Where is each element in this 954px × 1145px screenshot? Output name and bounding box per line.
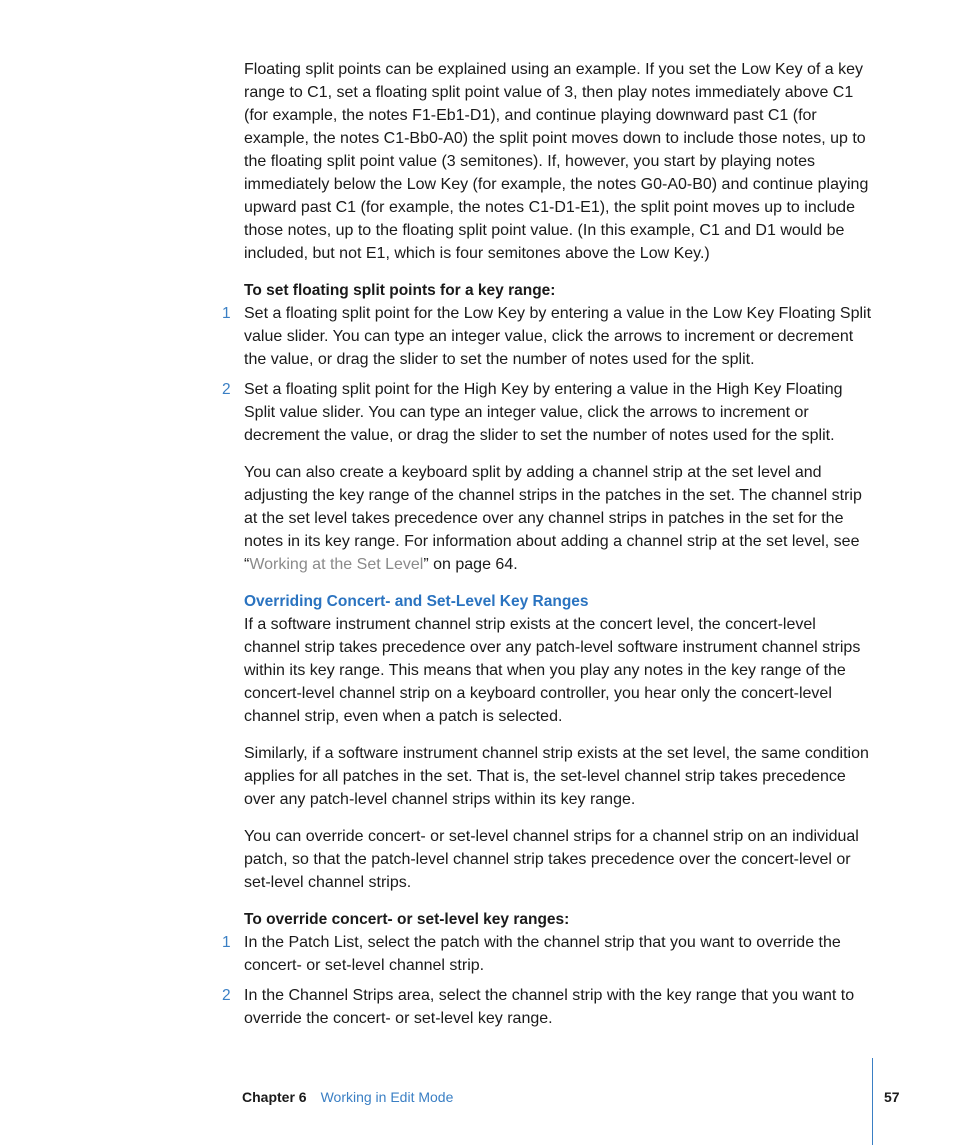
page-content (222, 58, 874, 1044)
step-number: 2 (222, 381, 231, 398)
list-item (222, 931, 874, 977)
override-paragraph-3: You can override concert- or set-level channel strips for a channel strip on an individual patch, so that the patch-level channel strip takes precedence over the concert-level or set-level channel strips. (244, 828, 859, 891)
step-number: 1 (222, 305, 231, 322)
keyboard-split-text: You can also create a keyboard split by adding a channel strip at the set level and adjusting the key range of the channel strips in the patches in the set. The channel strip at the set level takes precedence over any channel strips in patches in the set for the notes in its key range. For information about adding a channel strip at the set level, see “ (244, 464, 862, 573)
list-item (222, 378, 874, 447)
section-heading: Overriding Concert- and Set-Level Key Ranges (244, 593, 589, 610)
chapter-label: Chapter 6 (242, 1089, 307, 1105)
footer-divider (872, 1058, 873, 1145)
keyboard-split-paragraph (244, 461, 874, 576)
list-item (222, 984, 874, 1030)
keyboard-split-tail: ” on page 64. (423, 556, 518, 573)
chapter-title-link[interactable]: Working in Edit Mode (320, 1089, 454, 1105)
step-number: 2 (222, 987, 231, 1004)
set-level-link[interactable]: Working at the Set Level (249, 556, 424, 573)
floating-task-heading: To set floating split points for a key range: (244, 282, 556, 299)
override-task-heading: To override concert- or set-level key ranges: (244, 911, 570, 928)
floating-steps-list (222, 302, 874, 447)
override-steps-list (222, 931, 874, 1030)
page-footer (242, 1088, 453, 1106)
list-item (222, 302, 874, 371)
page-number: 57 (884, 1089, 900, 1105)
step-text: In the Channel Strips area, select the channel strip with the key range that you want to override the concert- or set-level key range. (244, 987, 855, 1027)
step-number: 1 (222, 934, 231, 951)
intro-paragraph: Floating split points can be explained using an example. If you set the Low Key of a key range to C1, set a floating split point value of 3, then play notes immediately above C1 (for example, the notes F1-Eb1-D1), and continue playing downward past C1 (for example, the notes C1-Bb0-A0) the split point moves down to include those notes, up to the floating split point value (3 semitones). If, however, you start by playing notes immediately below the Low Key (for example, the notes G0-A0-B0) and continue playing upward past C1 (for example, the notes C1-D1-E1), the split point moves up to include those notes, up to the floating split point value. (In this example, C1 and D1 would be included, but not E1, which is four semitones above the Low Key.) (244, 61, 869, 262)
override-paragraph-2: Similarly, if a software instrument channel strip exists at the set level, the same condition applies for all patches in the set. That is, the set-level channel strip takes precedence over any patch-level channel strips within its key range. (244, 745, 869, 808)
step-text: Set a floating split point for the Low Key by entering a value in the Low Key Floating Split value slider. You can type an integer value, click the arrows to increment or decrement the value, or drag the slider to set the number of notes used for the split. (244, 305, 872, 368)
step-text: Set a floating split point for the High Key by entering a value in the High Key Floating Split value slider. You can type an integer value, click the arrows to increment or decrement the value, or drag the slider to set the number of notes used for the split. (244, 381, 843, 444)
step-text: In the Patch List, select the patch with the channel strip that you want to override the concert- or set-level channel strip. (244, 934, 841, 974)
override-paragraph-1: If a software instrument channel strip exists at the concert level, the concert-level channel strip takes precedence over any patch-level software instrument channel strips within its key range. This means that when you play any notes in the key range of the concert-level channel strip on a keyboard controller, you hear only the concert-level channel strip, even when a patch is selected. (244, 616, 861, 725)
